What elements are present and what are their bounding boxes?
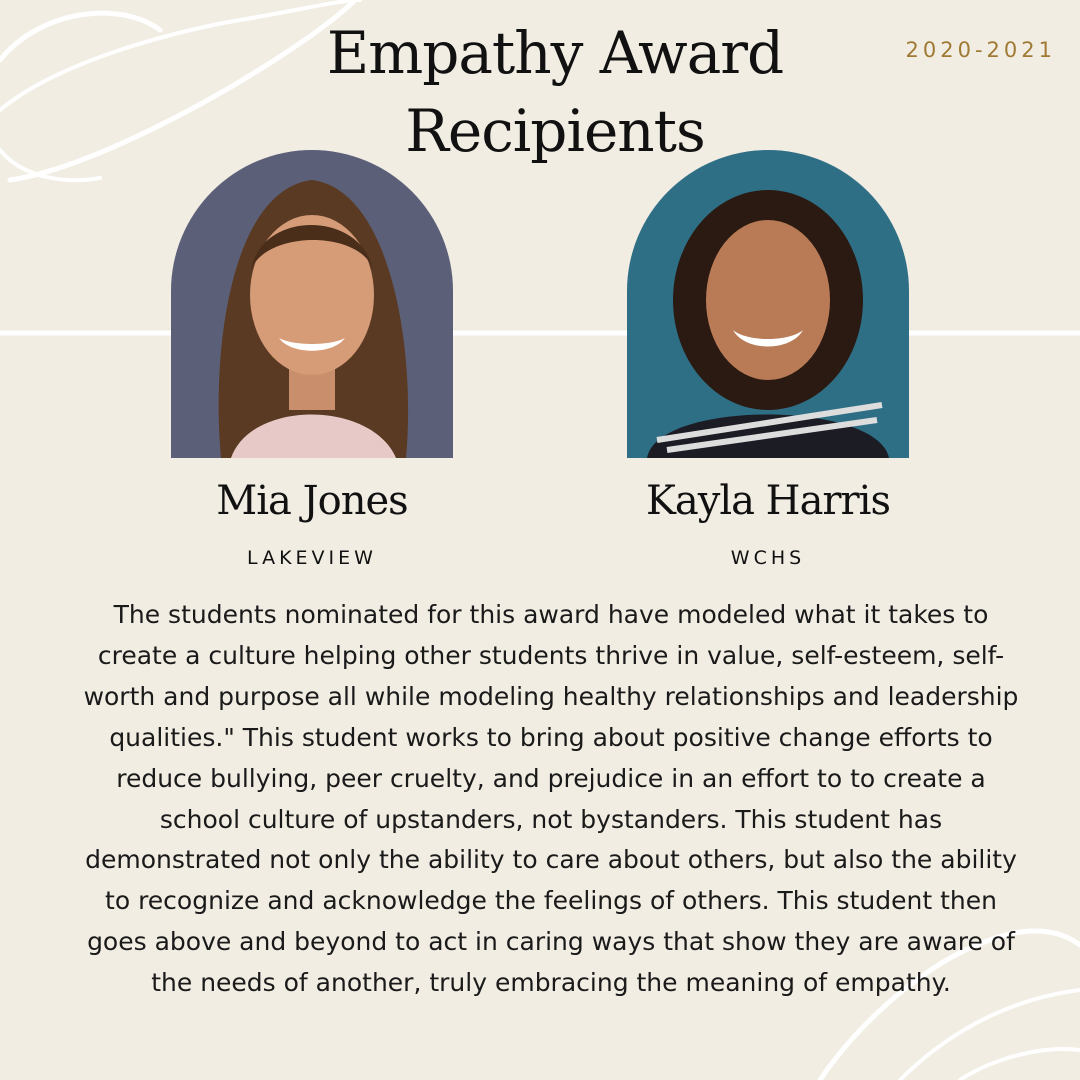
award-description: The students nominated for this award have modeled what it takes to create a culture helping other students thrive in value, self-esteem, self-worth and purpose all while modeling healthy relationships and leadership qualities." This student works to bring about positive change efforts to reduce bullying, peer cruelty, and prejudice in an effort to to create a school culture of upstanders, not bystanders. This student has demonstrated not only the ability to care about others, but also the ability to recognize and acknowledge the feelings of others. This student then goes above and beyond to act in caring ways that show they are aware of the needs of another, truly embracing the meaning of empathy. [83,600,1019,998]
recipient-photo-kayla-harris [627,150,909,458]
recipient-name-1: Mia Jones [216,478,408,524]
title-line-2: Recipients [405,97,705,165]
year-label: 2020-2021 [905,38,1056,62]
title-line-1: Empathy Award [326,19,784,87]
recipient-school-1: LAKEVIEW [247,547,377,569]
page-title [240,14,870,170]
recipient-school-2: WCHS [730,547,806,569]
recipient-name-2: Kayla Harris [646,478,890,524]
recipient-photo-mia-jones [171,150,453,458]
